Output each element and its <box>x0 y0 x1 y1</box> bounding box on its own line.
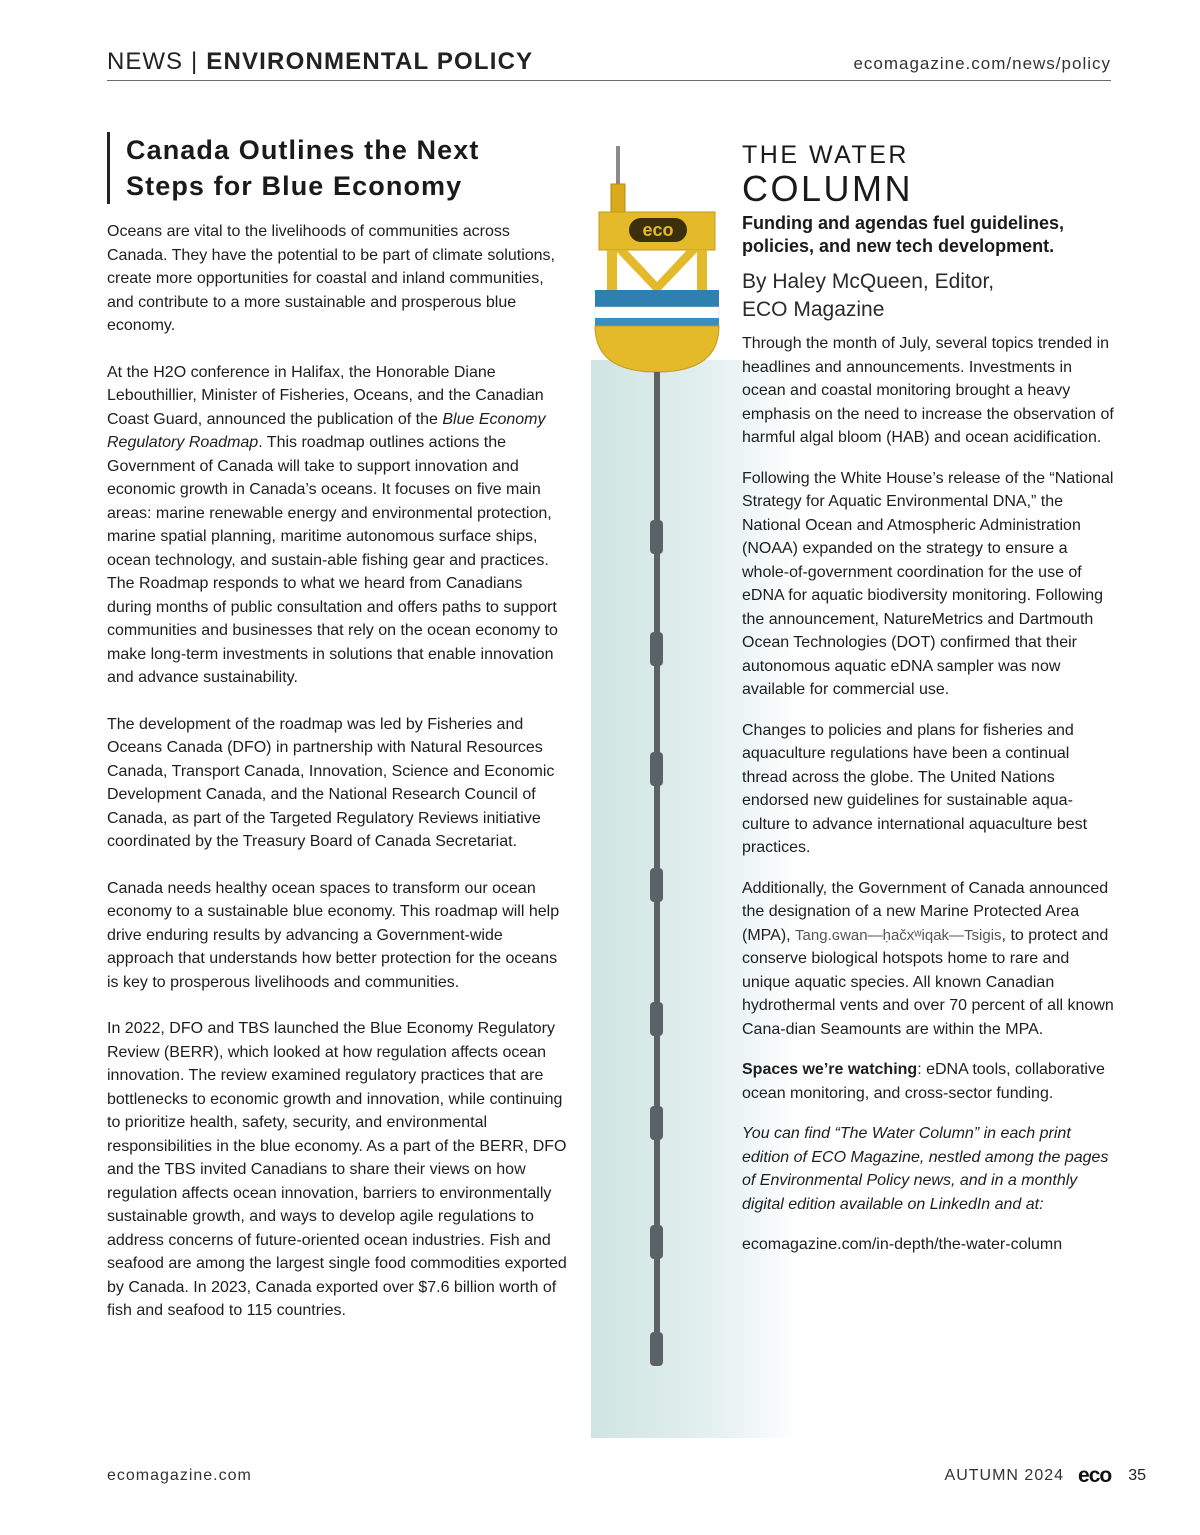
section-label <box>107 48 533 76</box>
article-paragraph-2 <box>107 361 567 690</box>
buoy-left-leg <box>607 250 617 292</box>
section-name: NEWS <box>107 48 183 75</box>
buoy-antenna <box>616 146 620 190</box>
p2-text-before: At the H2O conference in Halifax, the Honorable Diane Lebouthillier, Minister of Fisheries, Oceans, and the Canadian Coast Guard, announced the publication of the <box>107 363 544 428</box>
watching-text: : eDNA tools, collaborative ocean monitoring, and cross-sector funding. <box>742 1061 1105 1102</box>
section-category: ENVIRONMENTAL POLICY <box>206 48 534 75</box>
mooring-sensor-1 <box>650 520 663 554</box>
mooring-line <box>654 372 660 1357</box>
buoy-logo-text: eco <box>642 220 674 240</box>
column-paragraph-4 <box>742 877 1114 1042</box>
mooring-sensor-5 <box>650 1002 663 1036</box>
main-article <box>107 132 567 1346</box>
column-paragraph-3: Changes to policies and plans for fisheries and aquaculture regulations have been a continual thread across the globe. The United Nations endorsed new guidelines for sustainable aqua-culture to advance international aquaculture best practices. <box>742 721 1088 856</box>
column-paragraph-2: Following the White House’s release of the “National Strategy for Aquatic Environmental DNA,” the National Ocean and Atmospheric Administration (NOAA) expanded on the strategy to ensure a whole-of-government coordination for the use of eDNA for aquatic biodiversity monitoring. Following the announcement, NatureMetrics and Dartmouth Ocean Technologies (DOT) confirmed that their autonomous aquatic eDNA sampler was now available for commercial use. <box>742 469 1114 698</box>
article-headline: Canada Outlines the Next Steps for Blue Economy <box>126 135 480 201</box>
buoy-mast <box>611 184 625 212</box>
buoy-white-band <box>595 307 719 318</box>
article-paragraph-1: Oceans are vital to the livelihoods of communities across Canada. They have the potential to be part of climate solutions, create more opportunities for coastal and inland communities, and contribute to a more sustainable and prosperous blue economy. <box>107 223 555 334</box>
water-column-sidebar <box>742 140 1114 1274</box>
buoy-lower-blue-band <box>595 318 719 326</box>
byline-publication: ECO Magazine <box>742 298 885 321</box>
footer-issue-block <box>945 1463 1146 1489</box>
p2-text-after: . This roadmap outlines actions the Government of Canada will take to support innovation and economic growth in Canada’s oceans. It focuses on five main areas: marine renewable energy and environmental protection, marine spatial planning, maritime autonomous surface ships, ocean technology, and sustain-able fishing gear and practices. The Roadmap responds to what we heard from Canadians during months of public consultation and offers paths to support communities and businesses that rely on the ocean economy to make long-term investments in solutions that enable innovation and advance sustainability. <box>107 434 558 686</box>
header-url: ecomagazine.com/news/policy <box>853 54 1111 73</box>
buoy-hull <box>595 326 719 372</box>
mooring-sensor-6 <box>650 1106 663 1140</box>
byline-author: By Haley McQueen, Editor, <box>742 270 995 293</box>
buoy-right-leg <box>697 250 707 292</box>
footer-url: ecomagazine.com <box>107 1467 252 1484</box>
mpa-name: Tang.ɢwan—ḥačxʷiqak—Tsigis <box>795 926 1002 944</box>
footer-issue: AUTUMN 2024 <box>944 1467 1065 1484</box>
mooring-sensor-3 <box>650 752 663 786</box>
p4-text-after: , to protect and conserve biological hotspots home to rare and unique aquatic species. All known Canadian hydrothermal vents and over 70 percent of all known Cana-dian Seamounts are within the MPA. <box>742 926 1114 1038</box>
article-paragraph-5: In 2022, DFO and TBS launched the Blue Economy Regulatory Review (BERR), which looked at how regulation affects ocean innovation. The review examined regulatory practices that are bottlenecks to economic growth and innovation, while continuing to prioritize health, safety, security, and environmental responsibilities in the blue economy. As a part of the BERR, DFO and the TBS invited Canadians to share their views on how regulation affects ocean innovation, barriers to environmentally sustainable growth, and ways to develop agile regulations to address concerns of future-oriented ocean industries. Fish and seafood are among the largest single food commodities exported by Canada. In 2023, Canada exported over $7.6 billion worth of fish and seafood to 115 countries. <box>107 1020 567 1319</box>
page-header <box>107 46 1111 81</box>
footer-page-number: 35 <box>1128 1467 1146 1484</box>
buoy-v-strut <box>615 250 699 290</box>
buoy-illustration <box>585 140 725 1380</box>
column-byline <box>742 268 1114 324</box>
section-separator: | <box>191 48 199 75</box>
mooring-sensor-7 <box>650 1225 663 1259</box>
column-promo: You can find “The Water Column” in each print edition of ECO Magazine, nestled among the pages of Environmental Policy news, and in a monthly digital edition available on LinkedIn and at: <box>742 1125 1109 1213</box>
mooring-sensor-4 <box>650 868 663 902</box>
column-paragraph-1: Through the month of July, several topics trended in headlines and announcements. Investments in ocean and coastal monitoring brought a heavy emphasis on the need to increase the observation of harmful algal bloom (HAB) and ocean acidification. <box>742 335 1114 446</box>
mooring-sensor-2 <box>650 632 663 666</box>
p4-text-before: Additionally, the Government of Canada announced the designation of a new Marine Protected Area (MPA), <box>742 879 1109 944</box>
watching-label: Spaces we’re watching <box>742 1061 918 1078</box>
column-deck: Funding and agendas fuel guidelines, policies, and new tech development. <box>742 213 1065 256</box>
article-paragraph-4: Canada needs healthy ocean spaces to transform our ocean economy to a sustainable blue economy. This roadmap will help drive enduring results by advancing a Government-wide approach that understands how better protection for the oceans is key to prosperous livelihoods and communities. <box>107 879 560 991</box>
mooring-sensor-8 <box>650 1332 663 1366</box>
column-kicker: THE WATER <box>742 141 909 169</box>
column-promo-link[interactable]: ecomagazine.com/in-depth/the-water-column <box>742 1236 1063 1253</box>
column-watching <box>742 1058 1114 1105</box>
buoy-blue-band <box>595 290 719 307</box>
article-paragraph-3: The development of the roadmap was led by Fisheries and Oceans Canada (DFO) in partnership with Natural Resources Canada, Transport Canada, Innovation, Science and Economic Development Canada, and the National Research Council of Canada, as part of the Targeted Regulatory Reviews initiative coordinated by the Treasury Board of Canada Secretariat. <box>107 715 555 850</box>
column-title: COLUMN <box>742 168 914 209</box>
footer-eco-logo: eco <box>1078 1464 1112 1487</box>
roadmap-title: Blue Economy Regulatory Roadmap <box>107 410 546 451</box>
headline-block <box>107 132 567 204</box>
